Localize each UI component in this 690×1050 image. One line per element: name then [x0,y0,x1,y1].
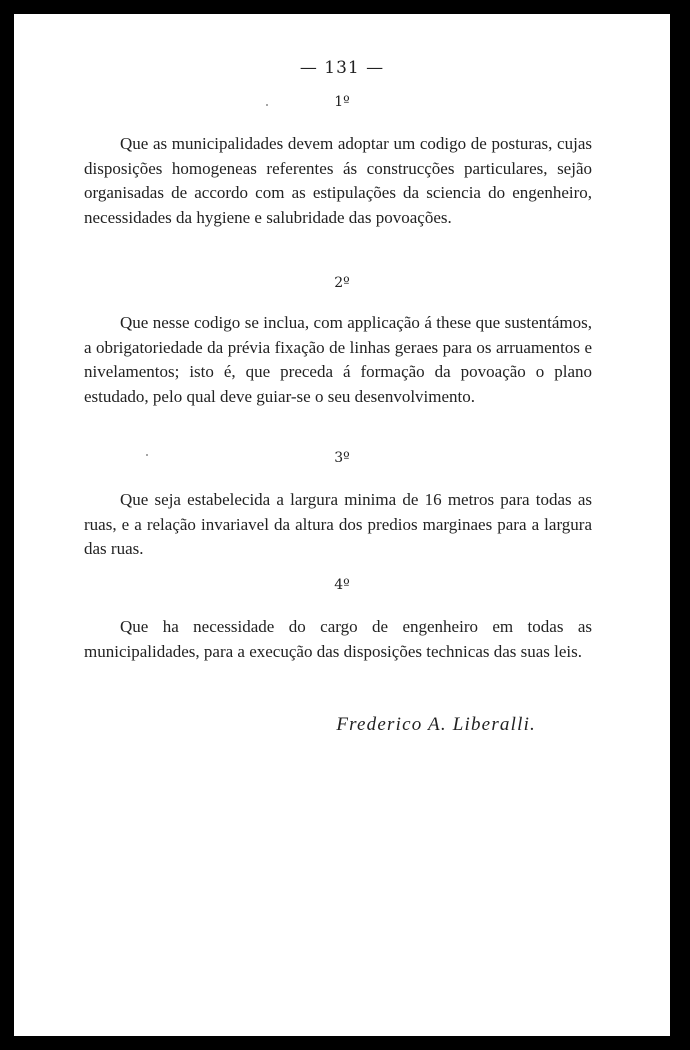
page-number: — 131 — [299,58,385,78]
section-paragraph-3: Que seja estabelecida a largura minima de 16 metros para todas as ruas, e a relação invariavel da altura dos predios marginaes para a largura das ruas. [84,490,592,558]
section-paragraph-2: Que nesse codigo se inclua, com applicação á these que sustentámos, a obrigatoriedade da prévia fixação de linhas geraes para os arruamentos e nivelamentos; isto é, que preceda á formação da povoação o plano estudado, pelo qual deve guiar-se o seu desenvolvimento. [84,313,592,406]
section-number-3: 3º [334,450,350,466]
document-page [14,14,670,1036]
section-paragraph-1: Que as municipalidades devem adoptar um codigo de posturas, cujas disposições homogeneas referentes ás construcções particulares, sejão organisadas de accordo com as estipulações da sciencia do engenheiro, necessidades da hygiene e salubridade das povoações. [84,134,592,227]
section-paragraph-4: Que ha necessidade do cargo de engenheiro em todas as municipalidades, para a execução das disposições technicas das suas leis. [84,617,592,661]
author-signature: Frederico A. Liberalli. [336,714,536,735]
section-number-1: 1º [334,94,350,110]
section-number-2: 2º [334,275,350,291]
section-number-4: 4º [334,577,350,593]
